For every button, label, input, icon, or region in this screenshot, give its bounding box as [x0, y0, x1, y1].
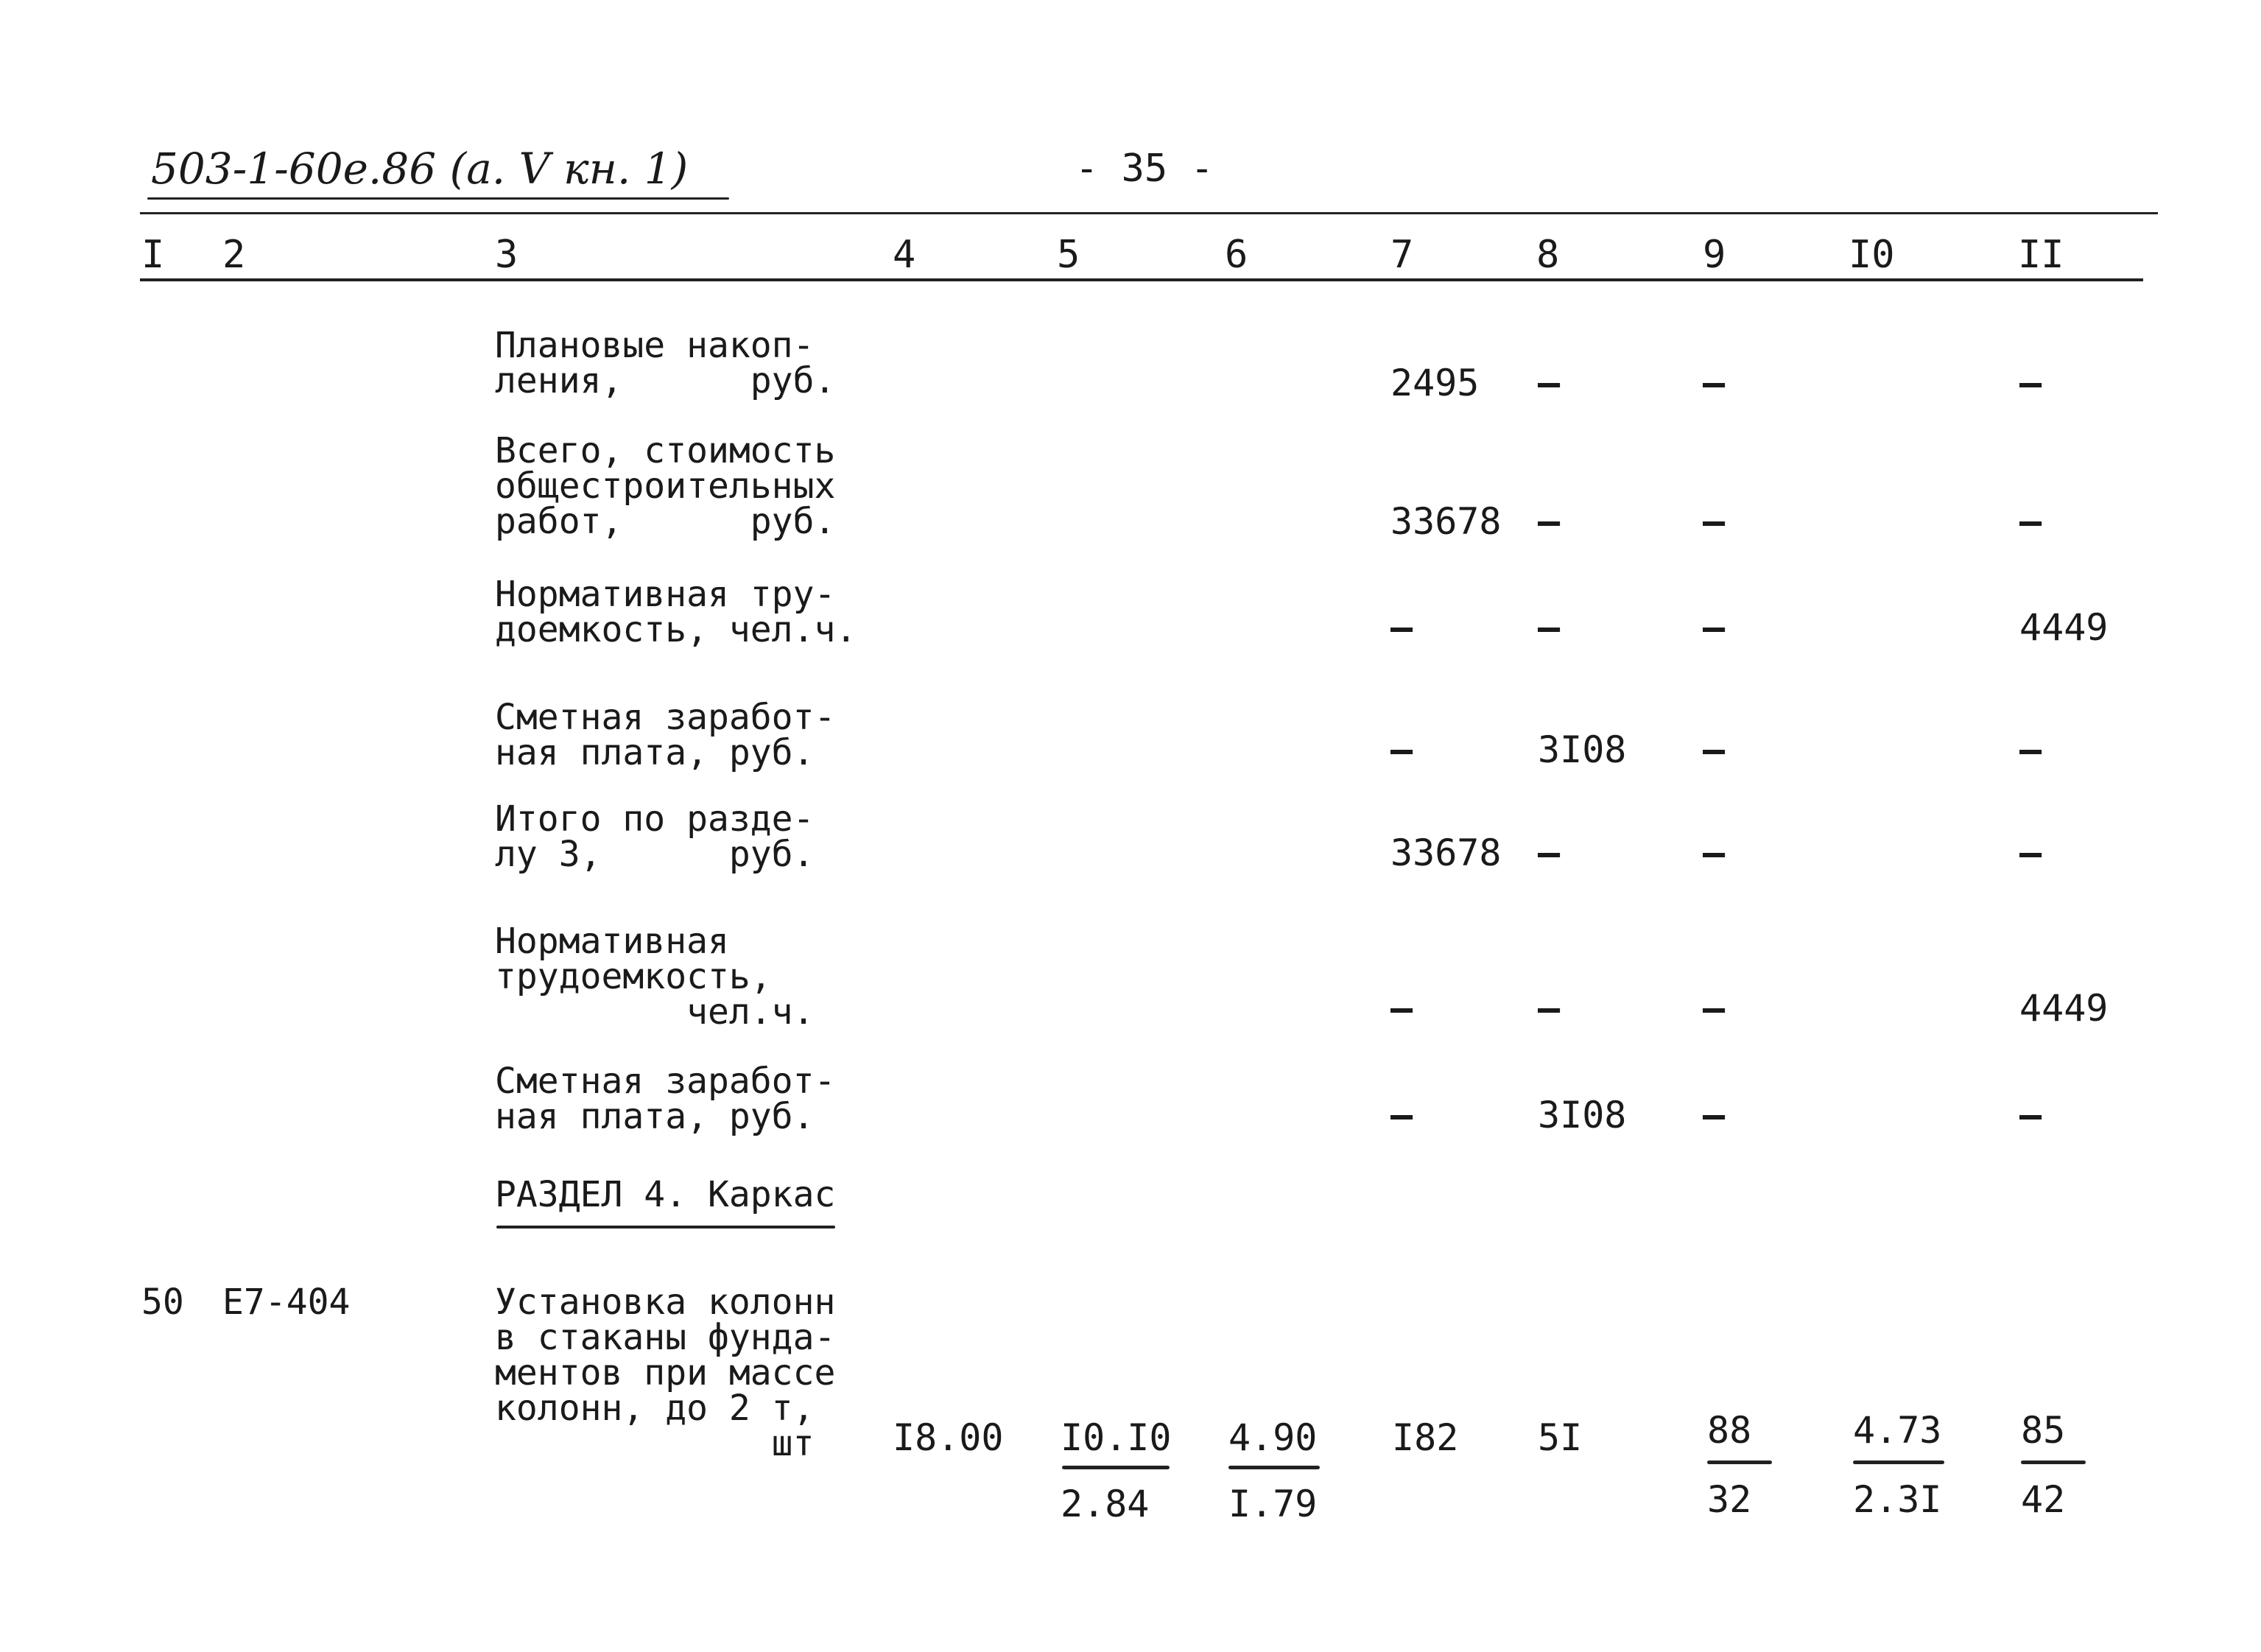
- row1-col9: –: [1703, 362, 1726, 404]
- column-header-1: I: [141, 233, 165, 277]
- row7-col11: –: [2019, 1094, 2042, 1136]
- row6-col11: 4449: [2019, 987, 2109, 1030]
- item-col6-top: 4.90: [1228, 1416, 1318, 1459]
- document-code-underline: [147, 197, 729, 200]
- column-header-11: II: [2018, 233, 2064, 277]
- row5-col7: 33678: [1390, 832, 1502, 874]
- column-header-5: 5: [1057, 233, 1080, 277]
- row6-col9: –: [1703, 987, 1726, 1030]
- row1-col7: 2495: [1390, 362, 1480, 404]
- row-label-normative-labor-2: Нормативная трудоемкость, чел.ч.: [495, 921, 815, 1033]
- item-col9-fraction-line: [1707, 1461, 1772, 1464]
- column-header-4: 4: [893, 233, 916, 277]
- item-col7: I82: [1392, 1416, 1459, 1459]
- row-label-total-construction-cost: Всего, стоимость общестроительных работ, руб.: [495, 430, 836, 542]
- item-col10-fraction-line: [1853, 1461, 1944, 1464]
- item-col11-bottom: 42: [2021, 1478, 2066, 1521]
- item-col6-bottom: I.79: [1228, 1483, 1318, 1525]
- item-col11-fraction-line: [2021, 1461, 2086, 1464]
- row2-col7: 33678: [1390, 500, 1502, 543]
- row6-col8: –: [1538, 987, 1561, 1030]
- row4-col9: –: [1703, 728, 1726, 771]
- top-rule: [140, 212, 2158, 214]
- item-description: Установка колонн в стаканы фунда- ментов при массе колонн, до 2 т, шт: [495, 1282, 836, 1464]
- item-col10-bottom: 2.3I: [1853, 1478, 1942, 1521]
- column-header-9: 9: [1703, 233, 1726, 277]
- row2-col8: –: [1538, 500, 1561, 543]
- column-header-3: 3: [495, 233, 518, 277]
- row6-col7: –: [1390, 987, 1413, 1030]
- item-col5-bottom: 2.84: [1061, 1483, 1150, 1525]
- column-header-6: 6: [1225, 233, 1248, 277]
- item-col6-fraction-line: [1228, 1466, 1320, 1469]
- row4-col7: –: [1390, 728, 1413, 771]
- column-header-10: I0: [1849, 233, 1895, 277]
- row7-col9: –: [1703, 1094, 1726, 1136]
- row7-col7: –: [1390, 1094, 1413, 1136]
- item-col9-bottom: 32: [1707, 1478, 1752, 1521]
- item-number: 50: [141, 1282, 184, 1323]
- row5-col8: –: [1538, 832, 1561, 874]
- header-rule: [140, 278, 2143, 281]
- section-heading: РАЗДЕЛ 4. Каркас: [495, 1174, 836, 1215]
- row4-col8: 3I08: [1538, 728, 1627, 771]
- column-header-8: 8: [1536, 233, 1560, 277]
- row3-col11: 4449: [2019, 606, 2109, 649]
- row2-col11: –: [2019, 500, 2042, 543]
- row1-col8: –: [1538, 362, 1561, 404]
- item-col9-top: 88: [1707, 1409, 1752, 1452]
- page-number: - 35 -: [1075, 147, 1214, 191]
- document-code: 503-1-60е.86 (а. V кн. 1): [151, 144, 689, 194]
- row3-col8: –: [1538, 606, 1561, 649]
- row-label-estimated-wages: Сметная заработ- ная плата, руб.: [495, 697, 836, 773]
- column-header-7: 7: [1390, 233, 1414, 277]
- row7-col8: 3I08: [1538, 1094, 1627, 1136]
- column-header-2: 2: [222, 233, 246, 277]
- row3-col7: –: [1390, 606, 1413, 649]
- row-label-normative-labor: Нормативная тру- доемкость, чел.ч.: [495, 574, 857, 650]
- row5-col11: –: [2019, 832, 2042, 874]
- row4-col11: –: [2019, 728, 2042, 771]
- item-col8: 5I: [1538, 1416, 1583, 1459]
- item-col10-top: 4.73: [1853, 1409, 1942, 1452]
- section-heading-underline: [496, 1226, 835, 1229]
- row-label-planned-savings: Плановые накоп- ления, руб.: [495, 325, 836, 401]
- item-col5-fraction-line: [1062, 1466, 1170, 1469]
- row3-col9: –: [1703, 606, 1726, 649]
- row2-col9: –: [1703, 500, 1726, 543]
- item-col11-top: 85: [2021, 1409, 2066, 1452]
- item-col4: I8.00: [893, 1416, 1004, 1459]
- row-label-estimated-wages-2: Сметная заработ- ная плата, руб.: [495, 1061, 836, 1137]
- row5-col9: –: [1703, 832, 1726, 874]
- item-col5-top: I0.I0: [1061, 1416, 1172, 1459]
- row-label-section3-total: Итого по разде- лу 3, руб.: [495, 798, 815, 875]
- item-code: Е7-404: [222, 1282, 351, 1323]
- row1-col11: –: [2019, 362, 2042, 404]
